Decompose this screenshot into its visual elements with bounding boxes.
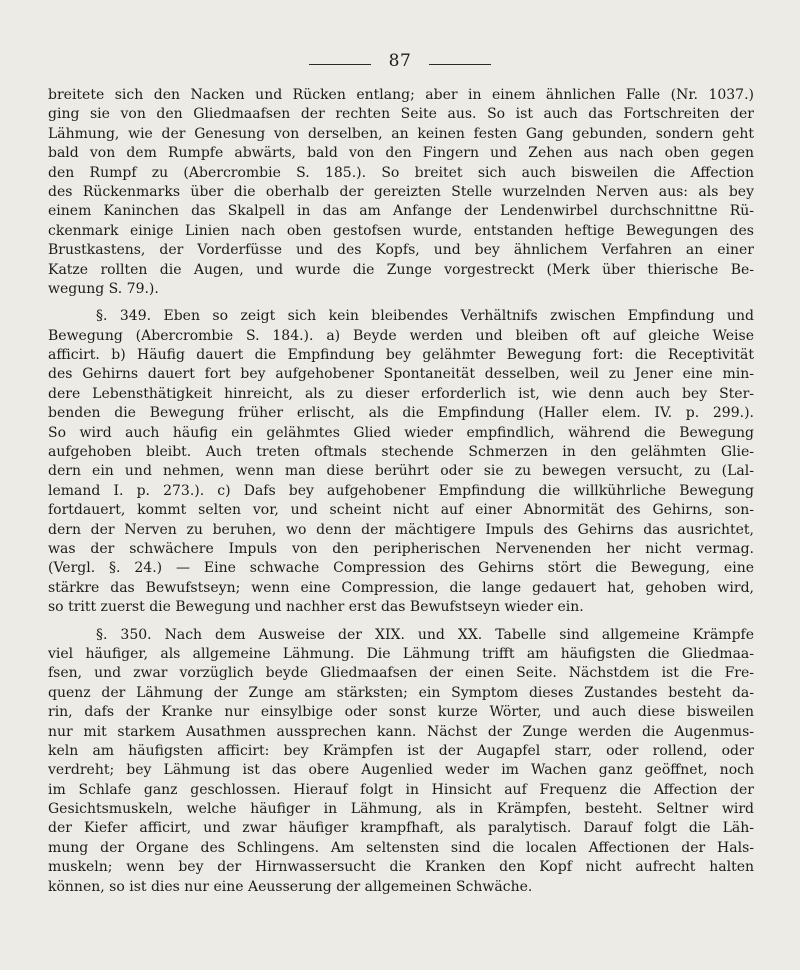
text-line: Brustkastens, der Vorderfüsse und des Kopfs, und bey ähnlichem Verfahren an einer xyxy=(48,242,754,259)
text-line: Lähmung, wie der Genesung von derselben, an keinen festen Gang gebunden, sondern geht xyxy=(48,125,754,142)
text-line: dere Lebensthätigkeit hinreicht, als zu dieser erforderlich ist, wie denn auch bey Ster- xyxy=(48,385,754,402)
page-number: 87 xyxy=(388,51,412,71)
text-line: Gesichtsmuskeln, welche häufiger in Lähmung, als in Krämpfen, besteht. Seltner wird xyxy=(48,801,754,818)
text-line: ging sie von den Gliedmaafsen der rechten Seite aus. So ist auch das Fortschreiten der xyxy=(48,106,754,123)
text-line: dern ein und nehmen, wenn man diese berührt oder sie zu bewegen versucht, zu (Lal- xyxy=(48,463,754,480)
text-line: rin, dafs der Kranke nur einsylbige oder sonst kurze Wörter, und auch diese bisweilen xyxy=(48,704,754,721)
text-line: aufgehoben bleibt. Auch treten oftmals stechende Schmerzen in den gelähmten Glie- xyxy=(48,444,754,461)
text-line: lemand I. p. 273.). c) Dafs bey aufgehobener Empfindung die willkührliche Bewegung xyxy=(48,482,754,499)
text-line: des Gehirns dauert fort bey aufgehobener Spontaneität desselben, weil zu Jener eine min- xyxy=(48,366,754,383)
text-line: Bewegung (Abercrombie S. 184.). a) Beyde werden und bleiben oft auf gleiche Weise xyxy=(48,327,754,344)
text-line: einem Kaninchen das Skalpell in das am Anfange der Lendenwirbel durchschnittne Rü- xyxy=(48,203,754,220)
text-line: wegung S. 79.). xyxy=(48,280,159,297)
text-line: nur mit starkem Ausathmen aussprechen kann. Nächst der Zunge werden die Augenmus- xyxy=(48,723,754,740)
text-line: stärkre das Bewufstseyn; wenn eine Compression, die lange gedauert hat, gehoben wird, xyxy=(48,579,754,596)
text-line: bald von dem Rumpfe abwärts, bald von den Fingern und Zehen aus nach oben gegen xyxy=(48,145,754,162)
text-line: fsen, und zwar vorzüglich beyde Gliedmaafsen der einen Seite. Nächstdem ist die Fre- xyxy=(48,665,754,682)
text-line: so tritt zuerst die Bewegung und nachher erst das Bewufstseyn wieder ein. xyxy=(48,599,584,616)
text-line: §. 350. Nach dem Ausweise der XIX. und XX. Tabelle sind allgemeine Krämpfe xyxy=(96,626,754,643)
page-header xyxy=(0,48,800,74)
text-line: des Rückenmarks über die oberhalb der gereizten Stelle wurzelnden Nerven aus: als bey xyxy=(48,183,754,200)
text-line: können, so ist dies nur eine Aeusserung der allgemeinen Schwäche. xyxy=(48,878,533,895)
text-line: im Schlafe ganz geschlossen. Hierauf folgt in Hinsicht auf Frequenz die Affection der xyxy=(48,781,754,798)
text-line: der Kiefer afficirt, und zwar häufiger krampfhaft, als paralytisch. Darauf folgt die Läh- xyxy=(48,820,754,837)
text-line: den Rumpf zu (Abercrombie S. 185.). So breitet sich auch bisweilen die Affection xyxy=(48,164,754,181)
text-line: mung der Organe des Schlingens. Am seltensten sind die localen Affectionen der Hals- xyxy=(48,839,754,856)
header-rule-right xyxy=(429,64,491,65)
paragraph xyxy=(48,626,754,897)
text-line: (Vergl. §. 24.) — Eine schwache Compression des Gehirns stört die Bewegung, eine xyxy=(48,560,754,577)
text-line: verdreht; bey Lähmung ist das obere Augenlied weder im Wachen ganz geöffnet, noch xyxy=(48,762,754,779)
text-line: muskeln; wenn bey der Hirnwassersucht die Kranken den Kopf nicht aufrecht halten xyxy=(48,859,754,876)
text-line: benden die Bewegung früher erlischt, als die Empfindung (Haller elem. IV. p. 299.). xyxy=(48,405,754,422)
text-line: quenz der Lähmung der Zunge am stärksten; ein Symptom dieses Zustandes besteht da- xyxy=(48,684,754,701)
text-line: keln am häufigsten afficirt: bey Krämpfen ist der Augapfel starr, oder rollend, oder xyxy=(48,742,754,759)
body-text xyxy=(48,86,754,897)
text-line: fortdauert, kommt selten vor, und scheint nicht auf einer Abnormität des Gehirns, son- xyxy=(48,502,754,519)
text-line: ckenmark einige Linien nach oben gestofsen wurde, entstanden heftige Bewegungen des xyxy=(48,222,754,239)
text-line: breitete sich den Nacken und Rücken entlang; aber in einem ähnlichen Falle (Nr. 1037.) xyxy=(48,87,754,103)
text-line: So wird auch häufig ein gelähmtes Glied wieder empfindlich, während die Bewegung xyxy=(48,424,754,441)
paragraph xyxy=(48,86,754,299)
text-line: dern der Nerven zu beruhen, wo denn der mächtigere Impuls des Gehirns das ausrichtet, xyxy=(48,521,754,538)
text-line: was der schwächere Impuls von den peripherischen Nervenenden her nicht vermag. xyxy=(48,540,754,557)
header-rule-left xyxy=(309,64,371,65)
text-line: viel häufiger, als allgemeine Lähmung. Die Lähmung trifft am häufigsten die Gliedmaa- xyxy=(48,645,754,662)
paragraph xyxy=(48,307,754,617)
text-line: afficirt. b) Häufig dauert die Empfindung bey gelähmter Bewegung fort: die Receptivität xyxy=(48,347,754,364)
text-line: §. 349. Eben so zeigt sich kein bleibendes Verhältnifs zwischen Empfindung und xyxy=(96,308,754,325)
text-line: Katze rollten die Augen, und wurde die Zunge vorgestreckt (Merk über thierische Be- xyxy=(48,261,754,278)
